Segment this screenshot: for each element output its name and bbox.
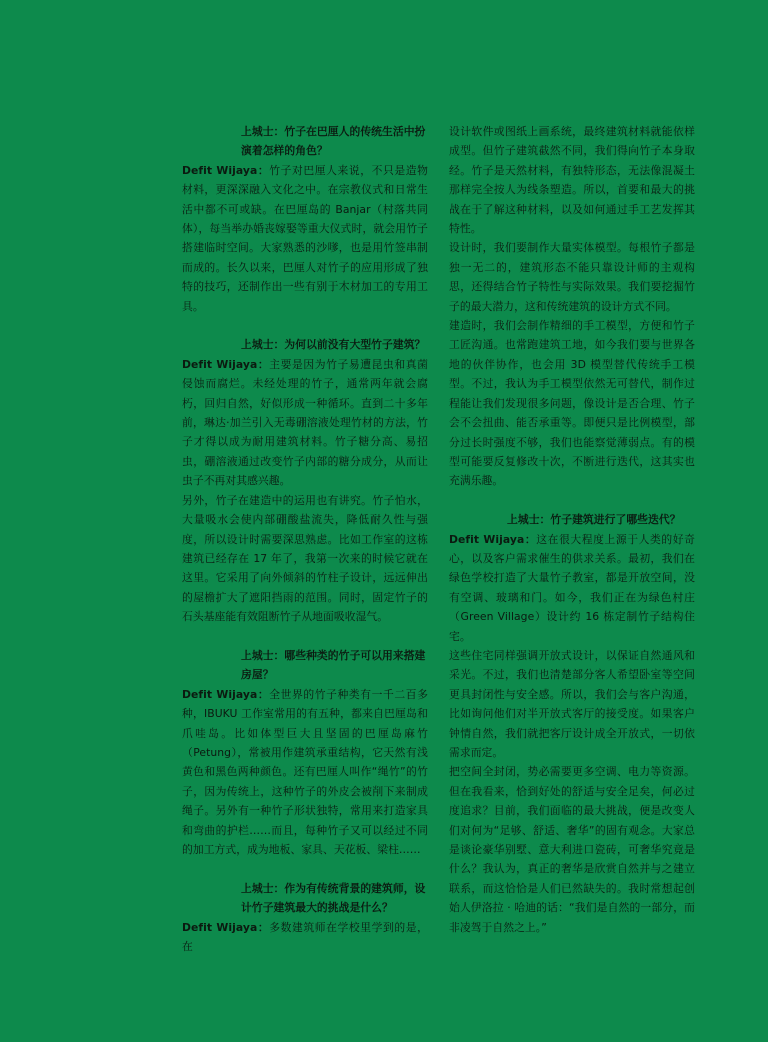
left-column: [182, 122, 428, 956]
spacer: [182, 627, 428, 646]
speaker-label: Defit Wijaya：: [182, 920, 270, 934]
spacer: [182, 316, 428, 335]
question-heading: 上城士：作为有传统背景的建筑师，设计竹子建筑最大的挑战是什么？: [241, 881, 426, 915]
speaker-label: Defit Wijaya：: [449, 532, 537, 546]
question-heading: 上城士：哪些种类的竹子可以用来搭建房屋？: [241, 648, 426, 682]
speaker-label: Defit Wijaya：: [182, 357, 270, 371]
answer-paragraph: [182, 918, 428, 957]
spacer: [449, 491, 695, 510]
body-paragraph: 另外，竹子在建造中的运用也有讲究。竹子怕水，大量吸水会使内部硼酸盐流失，降低耐久性与强度，所以设计时需要深思熟虑。比如工作室的这栋建筑已经存在 17 年了，我第一次来的时候它就在这里。它采用了向外倾斜的竹柱子设计，远远伸出的屋檐扩大了遮阳挡雨的范围。同时，固定竹子的石头基座能有效阻断竹子从地面吸收湿气。: [182, 493, 428, 624]
question-heading: 上城士：竹子在巴厘人的传统生活中扮演着怎样的角色？: [241, 125, 426, 158]
question-heading: 上城士：为何以前没有大型竹子建筑？: [241, 338, 426, 352]
body-paragraph: 设计软件或图纸上画系统，最终建筑材料就能依样成型。但竹子建筑截然不同，我们得向竹子本身取经。竹子是天然材料，有独特形态，无法像混凝土那样完全按人为线条塑造。所以，首要和最大的挑战在于了解这种材料，以及如何通过手工艺发挥其特性。: [449, 125, 695, 236]
right-column: [449, 122, 695, 937]
question-heading: 上城士：竹子建筑进行了哪些迭代？: [507, 513, 681, 527]
speaker-label: Defit Wijaya：: [182, 163, 270, 177]
body-paragraph: 设计时，我们要制作大量实体模型。每根竹子都是独一无二的，建筑形态不能只靠设计师的主观构思，还得结合竹子特性与实际效果。我们要挖掘竹子的最大潜力，这和传统建筑的设计方式不同。: [449, 241, 695, 313]
spacer: [182, 859, 428, 878]
body-paragraph: 这些住宅同样强调开放式设计，以保证自然通风和采光。不过，我们也清楚部分客人希望卧室等空间更具封闭性与安全感。所以，我们会与客户沟通，比如询问他们对半开放式客厅的接受度。如果客户钟情自然，我们就把客厅设计成全开放式，一切依需求而定。: [449, 648, 695, 759]
answer-text: 全世界的竹子种类有一千二百多种，IBUKU 工作室常用的有五种，都来自巴厘岛和爪哇岛。比如体型巨大且坚固的巴厘岛麻竹（Petung），常被用作建筑承重结构，它天然有浅黄色和黑色两种颜色。还有巴厘人叫作“绳竹”的竹子，因为传统上，这种竹子的外皮会被削下来制成绳子。另外有一种竹子形状独特，常用来打造家具和弯曲的护栏……而且，每种竹子又可以经过不同的加工方式，成为地板、家具、天花板、梁柱……: [182, 687, 428, 856]
answer-text: 主要是因为竹子易遭昆虫和真菌侵蚀而腐烂。未经处理的竹子，通常两年就会腐朽，回归自然，好似形成一种循环。直到二十多年前，琳达·加兰引入无毒硼溶液处理竹材的方法，竹子才得以成为耐用建筑材料。竹子糖分高、易招虫，硼溶液通过改变竹子内部的糖分成分，从而让虫子不再对其感兴趣。: [182, 357, 428, 488]
body-paragraph: 建造时，我们会制作精细的手工模型，方便和竹子工匠沟通。也常跑建筑工地，如今我们要与世界各地的伙伴协作，也会用 3D 模型替代传统手工模型。不过，我认为手工模型依然无可替代，制作过程能让我们发现很多问题，像设计是否合理、竹子会不会扭曲、能否承重等。即便只是比例模型，部分过长时强度不够，我们也能察觉薄弱点。有的模型可能要反复修改十次，不断进行迭代，这其实也充满乐趣。: [449, 319, 695, 488]
answer-paragraph: [182, 355, 428, 491]
answer-text: 这在很大程度上源于人类的好奇心，以及客户需求催生的供求关系。最初，我们在绿色学校打造了大量竹子教室，都是开放空间，没有空调、玻璃和门。如今，我们正在为绿色村庄（Green Village）设计约 16 栋定制竹子结构住宅。: [449, 532, 695, 643]
speaker-label: Defit Wijaya：: [182, 687, 270, 701]
answer-text: 竹子对巴厘人来说，不只是造物材料，更深深融入文化之中。在宗教仪式和日常生活中都不可或缺。在巴厘岛的 Banjar（村落共同体），每当举办婚丧嫁娶等重大仪式时，就会用竹子搭建临时空间。大家熟悉的沙嗲，也是用竹签串制而成的。长久以来，巴厘人对竹子的应用形成了独特的技巧，还制作出一些有别于木材加工的专用工具。: [182, 163, 428, 313]
body-paragraph: 把空间全封闭，势必需要更多空调、电力等资源。但在我看来，恰到好处的舒适与安全足矣，何必过度追求？目前，我们面临的最大挑战，便是改变人们对何为“足够、舒适、奢华”的固有观念。大家总是谈论豪华别墅、意大利进口瓷砖，可奢华究竟是什么？我认为，真正的奢华是欣赏自然并与之建立联系，而这恰恰是人们已然缺失的。我时常想起创始人伊洛拉 · 哈迪的话：“我们是自然的一部分，而非凌驾于自然之上。”: [449, 765, 695, 934]
answer-paragraph: [182, 685, 428, 860]
answer-text: 多数建筑师在学校里学到的是，在: [182, 920, 428, 954]
answer-paragraph: [182, 161, 428, 316]
answer-paragraph: [449, 530, 695, 646]
